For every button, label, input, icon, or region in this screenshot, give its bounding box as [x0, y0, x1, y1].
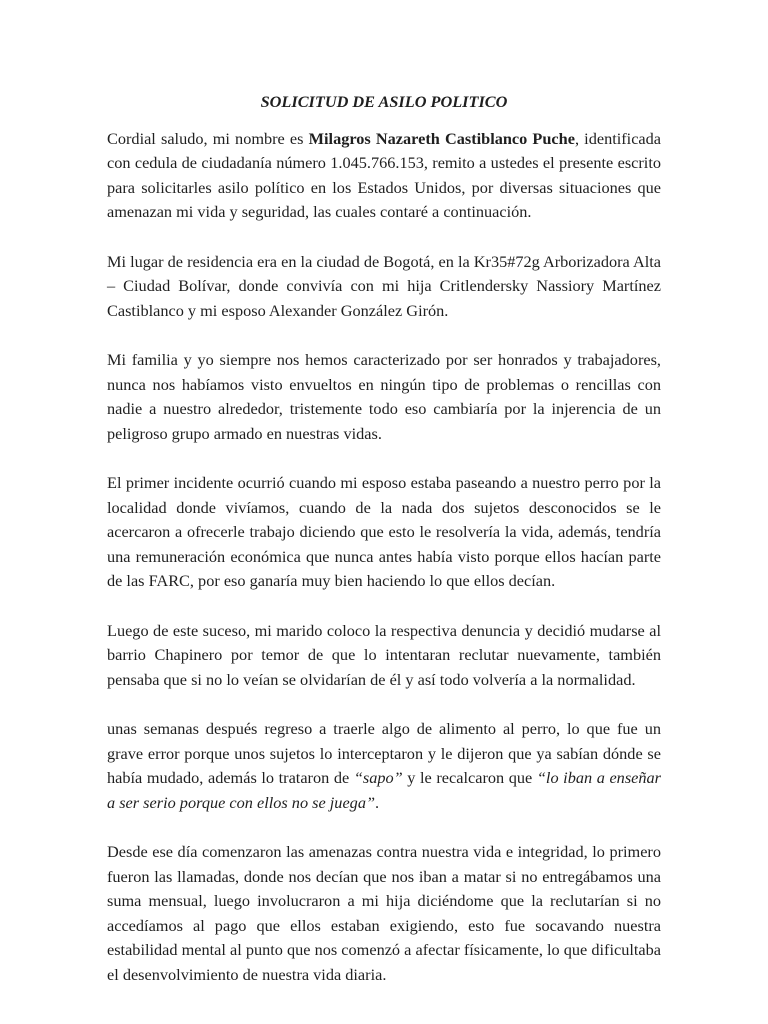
paragraph-residence: Mi lugar de residencia era en la ciudad de Bogotá, en la Kr35#72g Arborizadora Alta – Ciudad Bolívar, donde convivía con mi hija Critlendersky Nassiory Martínez Castiblanco y mi esposo Alexander González Girón.: [107, 251, 661, 320]
paragraph-family: Mi familia y yo siempre nos hemos caracterizado por ser honrados y trabajadores, nunca nos habíamos visto envueltos en ningún tipo de problemas o rencillas con nadie a nuestro alrededor, tristemente todo eso cambiaría por la injerencia de un peligroso grupo armado en nuestras vidas.: [107, 350, 661, 443]
interception-text-2: y le recalcaron que: [402, 768, 537, 787]
paragraph-interception: [107, 717, 661, 815]
paragraph-relocation: Luego de este suceso, mi marido coloco la respectiva denuncia y decidió mudarse al barrio Chapinero por temor de que lo intentaran reclutar nuevamente, también pensaba que si no lo veían se olvidarían de él y así todo volvería a la normalidad.: [107, 620, 661, 689]
quote-threat: “lo iban a enseñar a ser serio porque con ellos no se juega”: [107, 768, 661, 812]
document-title: SOLICITUD DE ASILO POLITICO: [260, 92, 508, 111]
paragraph-first-incident: El primer incidente ocurrió cuando mi esposo estaba paseando a nuestro perro por la localidad donde vivíamos, cuando de la nada dos sujetos desconocidos se le acercaron a ofrecerle trabajo diciendo que esto le resolvería la vida, además, tendría una remuneración económica que nunca antes había visto porque ellos hacían parte de las FARC, por eso ganaría muy bien haciendo lo que ellos decían.: [107, 473, 661, 590]
quote-sapo: “sapo”: [353, 768, 403, 787]
paragraph-threats: Desde ese día comenzaron las amenazas contra nuestra vida e integridad, lo primero fueron las llamadas, donde nos decían que nos iban a matar si no entregábamos una suma mensual, luego involucraron a mi hija diciéndome que la reclutarían si no accedíamos al pago que ellos estaban exigiendo, esto fue socavando nuestra estabilidad mental al punto que nos comenzó a afectar físicamente, lo que dificultaba el desenvolvimiento de nuestra vida diaria.: [107, 842, 661, 984]
interception-text-1: unas semanas después regreso a traerle algo de alimento al perro, lo que fue un grave error porque unos sujetos lo interceptaron y le dijeron que ya sabían dónde se había mudado, además lo trataron de: [107, 719, 661, 787]
paragraph-greeting: [107, 127, 661, 225]
greeting-rest: , identificada con cedula de ciudadanía número 1.045.766.153, remito a ustedes el presente escrito para solicitarles asilo político en los Estados Unidos, por diversas situaciones que amenazan mi vida y seguridad, las cuales contaré a continuación.: [107, 128, 662, 221]
greeting-text: Cordial saludo, mi nombre es: [107, 128, 309, 148]
applicant-name: Milagros Nazareth Castiblanco Puche: [308, 128, 575, 148]
interception-text-3: .: [375, 792, 380, 812]
document-page: [107, 90, 661, 987]
